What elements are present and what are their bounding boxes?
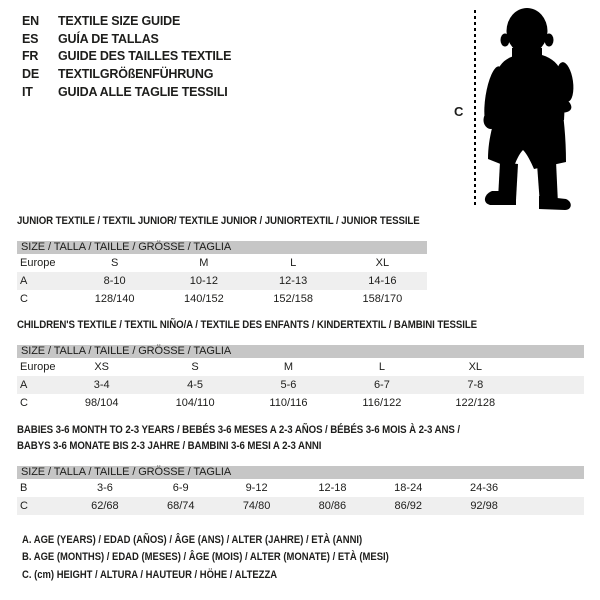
row-label: Europe — [20, 361, 56, 373]
table-title-line: BABYS 3-6 MONATE BIS 2-3 JAHRE / BAMBINI 3-6 MESI A 2-3 ANNI — [17, 440, 322, 452]
size-value: 14-16 — [368, 275, 397, 287]
table-row — [17, 358, 584, 376]
size-value: 116/122 — [362, 397, 402, 409]
size-value: 12-18 — [318, 482, 347, 494]
size-value: 18-24 — [394, 482, 423, 494]
table-rows — [17, 254, 427, 308]
table-size-header: SIZE / TALLA / TAILLE / GRÖSSE / TAGLIA — [17, 466, 584, 479]
size-value: 158/170 — [362, 293, 403, 305]
size-value: 10-12 — [189, 275, 218, 287]
size-value: 8-10 — [103, 275, 126, 287]
table-size-header: SIZE / TALLA / TAILLE / GRÖSSE / TAGLIA — [17, 345, 584, 358]
row-label: A — [20, 379, 28, 391]
language-title: TEXTILE SIZE GUIDE — [58, 13, 181, 28]
size-value: 152/158 — [273, 293, 313, 305]
row-label: C — [20, 397, 28, 409]
language-row — [22, 12, 231, 30]
footnote-age-years: A. AGE (YEARS) / EDAD (AÑOS) / ÂGE (ANS) / ALTER (JAHRE) / ETÀ (ANNI) — [22, 534, 363, 546]
language-code: DE — [22, 66, 39, 81]
table-title-line: CHILDREN'S TEXTILE / TEXTIL NIÑO/A / TEXTILE DES ENFANTS / KINDERTEXTIL / BAMBINI TESSILE — [17, 319, 478, 331]
table-rows — [17, 479, 584, 515]
size-value: 104/110 — [175, 397, 215, 409]
size-value: 92/98 — [470, 500, 498, 512]
size-value: 122/128 — [455, 397, 496, 409]
babies-size-table — [17, 422, 584, 515]
size-value: XL — [375, 257, 390, 269]
size-value: L — [290, 257, 297, 269]
size-value: 6-9 — [172, 482, 189, 494]
table-size-header: SIZE / TALLA / TAILLE / GRÖSSE / TAGLIA — [17, 241, 427, 254]
size-value: XS — [94, 361, 110, 373]
size-value: 110/116 — [269, 397, 308, 409]
size-value: 6-7 — [373, 379, 390, 391]
height-measure-dashed-line — [474, 10, 476, 207]
language-title: GUIDE DES TAILLES TEXTILE — [58, 49, 232, 64]
size-value: 62/68 — [91, 500, 119, 512]
row-label: A — [20, 275, 28, 287]
children-size-table — [17, 317, 584, 412]
footnote-age-months: B. AGE (MONTHS) / EDAD (MESES) / ÂGE (MOIS) / ALTER (MONATE) / ETÀ (MESI) — [22, 551, 389, 564]
language-row — [22, 65, 231, 83]
size-value: 140/152 — [183, 293, 224, 305]
language-row — [22, 30, 231, 48]
language-code: EN — [22, 13, 39, 28]
language-row — [22, 47, 231, 65]
table-row — [17, 254, 427, 272]
language-code: ES — [22, 31, 39, 46]
size-value: 86/92 — [394, 500, 422, 512]
size-value: M — [199, 257, 209, 269]
language-title: GUÍA DE TALLAS — [58, 31, 159, 46]
size-value: XL — [468, 361, 483, 373]
size-value: 80/86 — [318, 500, 347, 512]
row-label: C — [20, 293, 28, 305]
size-value: 4-5 — [187, 379, 204, 391]
table-row — [17, 394, 584, 412]
language-title: GUIDA ALLE TAGLIE TESSILI — [58, 84, 228, 99]
size-value: L — [378, 361, 385, 373]
table-title — [17, 422, 516, 454]
language-title: TEXTILGRÖßENFÜHRUNG — [58, 66, 214, 81]
toddler-silhouette-icon — [480, 4, 598, 212]
size-value: 3-6 — [96, 482, 113, 494]
size-value: 128/140 — [94, 293, 135, 305]
language-code: FR — [22, 49, 39, 64]
language-title-list — [22, 12, 231, 100]
size-value: 98/104 — [84, 397, 119, 409]
table-rows — [17, 358, 584, 412]
footnote-list — [22, 532, 449, 584]
row-label: Europe — [20, 257, 56, 269]
size-value: 12-13 — [279, 275, 308, 287]
size-value: 3-4 — [93, 379, 110, 391]
junior-size-table — [17, 213, 427, 308]
table-row — [17, 290, 427, 308]
language-row — [22, 83, 231, 101]
table-title — [17, 213, 420, 229]
size-value: S — [110, 257, 119, 269]
size-value: 74/80 — [242, 500, 271, 512]
table-row — [17, 479, 584, 497]
table-row — [17, 376, 584, 394]
size-value: 9-12 — [245, 482, 268, 494]
size-value: S — [191, 361, 199, 373]
table-row — [17, 272, 427, 290]
language-code: IT — [22, 84, 33, 99]
size-value: 5-6 — [280, 379, 297, 391]
size-value: 68/74 — [166, 500, 195, 512]
table-title — [17, 317, 516, 333]
figure-height-label: C — [454, 104, 464, 119]
row-label: B — [20, 482, 28, 494]
size-value: M — [283, 361, 294, 373]
footnote-height-cm: C. (cm) HEIGHT / ALTURA / HAUTEUR / HÖHE / ALTEZZA — [22, 568, 278, 581]
row-label: C — [20, 500, 28, 512]
table-title-line: JUNIOR TEXTILE / TEXTIL JUNIOR/ TEXTILE JUNIOR / JUNIORTEXTIL / JUNIOR TESSILE — [17, 215, 420, 227]
size-value: 24-36 — [470, 482, 499, 494]
size-value: 7-8 — [467, 379, 484, 391]
table-title-line: BABIES 3-6 MONTH TO 2-3 YEARS / BEBÉS 3-6 MESES A 2-3 AÑOS / BÉBÉS 3-6 MOIS À 2-3 ANS / — [17, 424, 460, 436]
table-row — [17, 497, 584, 515]
